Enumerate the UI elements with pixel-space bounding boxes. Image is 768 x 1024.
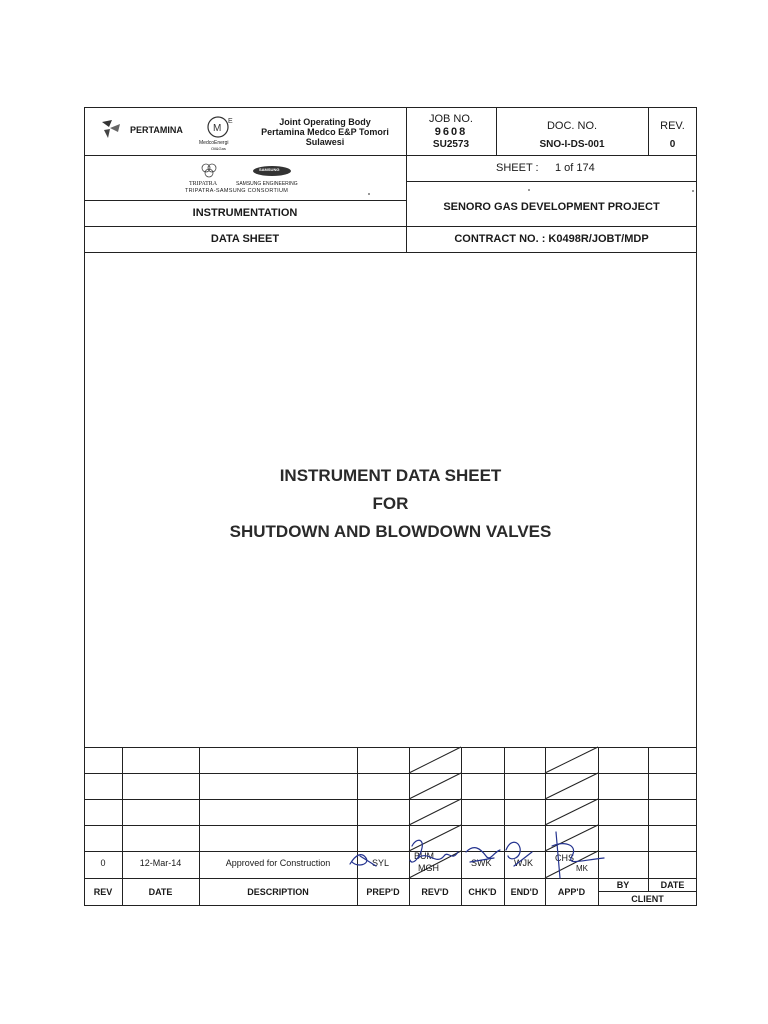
svg-text:E: E xyxy=(228,118,233,125)
medco-logo-subtext: Oil&Gas xyxy=(211,146,226,151)
revision-row-rev: 0 xyxy=(100,858,106,868)
document-title-line: INSTRUMENT DATA SHEET xyxy=(279,466,502,485)
column-header-client: CLIENT xyxy=(631,894,664,904)
revision-row-appd: MK xyxy=(576,864,588,873)
samsung-logo-text: SAMSUNG xyxy=(259,167,280,172)
tripatra-text: TRIPATRA xyxy=(189,181,218,187)
revision-row-appd: CHS xyxy=(555,853,575,863)
revision-row-revd: BUM xyxy=(414,851,434,861)
column-header-description: DESCRIPTION xyxy=(247,887,309,897)
document-title-line: FOR xyxy=(372,494,409,513)
job-no-label: JOB NO. xyxy=(428,113,473,125)
column-header-chkd: CHK'D xyxy=(468,887,497,897)
doc-no-label: DOC. NO. xyxy=(546,120,598,132)
document-type: DATA SHEET xyxy=(210,233,280,245)
operating-body-line: Pertamina Medco E&P Tomori xyxy=(261,127,389,137)
column-header-revd: REV'D xyxy=(421,887,449,897)
column-header-date: DATE xyxy=(148,887,173,897)
project-name: SENORO GAS DEVELOPMENT PROJECT xyxy=(443,201,660,213)
samsung-engineering-text: SAMSUNG ENGINEERING xyxy=(236,181,298,187)
revision-row-prepd: SYL xyxy=(372,858,390,868)
doc-no-value: SNO-I-DS-001 xyxy=(539,139,605,150)
rev-label: REV. xyxy=(660,120,685,132)
column-header-appd: APP'D xyxy=(557,887,586,897)
job-no-sub: SU2573 xyxy=(432,139,470,150)
revision-row-description: Approved for Construction xyxy=(225,858,331,868)
contract-number: CONTRACT NO. : K0498R/JOBT/MDP xyxy=(454,233,649,245)
pertamina-logo-text: PERTAMINA xyxy=(130,125,183,135)
svg-text:M: M xyxy=(213,123,222,134)
sheet-value: 1 of 174 xyxy=(555,162,595,174)
operating-body-line: Joint Operating Body xyxy=(279,117,371,127)
rev-value: 0 xyxy=(669,139,676,150)
column-header-prepd: PREP'D xyxy=(366,887,400,897)
sheet-label: SHEET : xyxy=(496,162,539,174)
discipline: INSTRUMENTATION xyxy=(192,207,298,219)
revision-row-endd: WJK xyxy=(514,858,533,868)
column-header-client-date: DATE xyxy=(660,880,685,890)
medco-logo-text: MedcoEnergi xyxy=(199,140,229,146)
revision-row-revd: MGH xyxy=(418,863,439,873)
revision-row-date: 12-Mar-14 xyxy=(139,858,182,868)
operating-body-line: Sulawesi xyxy=(305,137,345,147)
column-header-rev: REV xyxy=(93,887,113,897)
column-header-by: BY xyxy=(616,880,630,890)
column-header-endd: END'D xyxy=(510,887,539,897)
consortium-text: TRIPATRA-SAMSUNG CONSORTIUM xyxy=(185,188,289,194)
job-no-value: 9608 xyxy=(434,126,468,138)
document-title-line: SHUTDOWN AND BLOWDOWN VALVES xyxy=(229,522,552,541)
revision-row-chkd: SWK xyxy=(471,858,492,868)
